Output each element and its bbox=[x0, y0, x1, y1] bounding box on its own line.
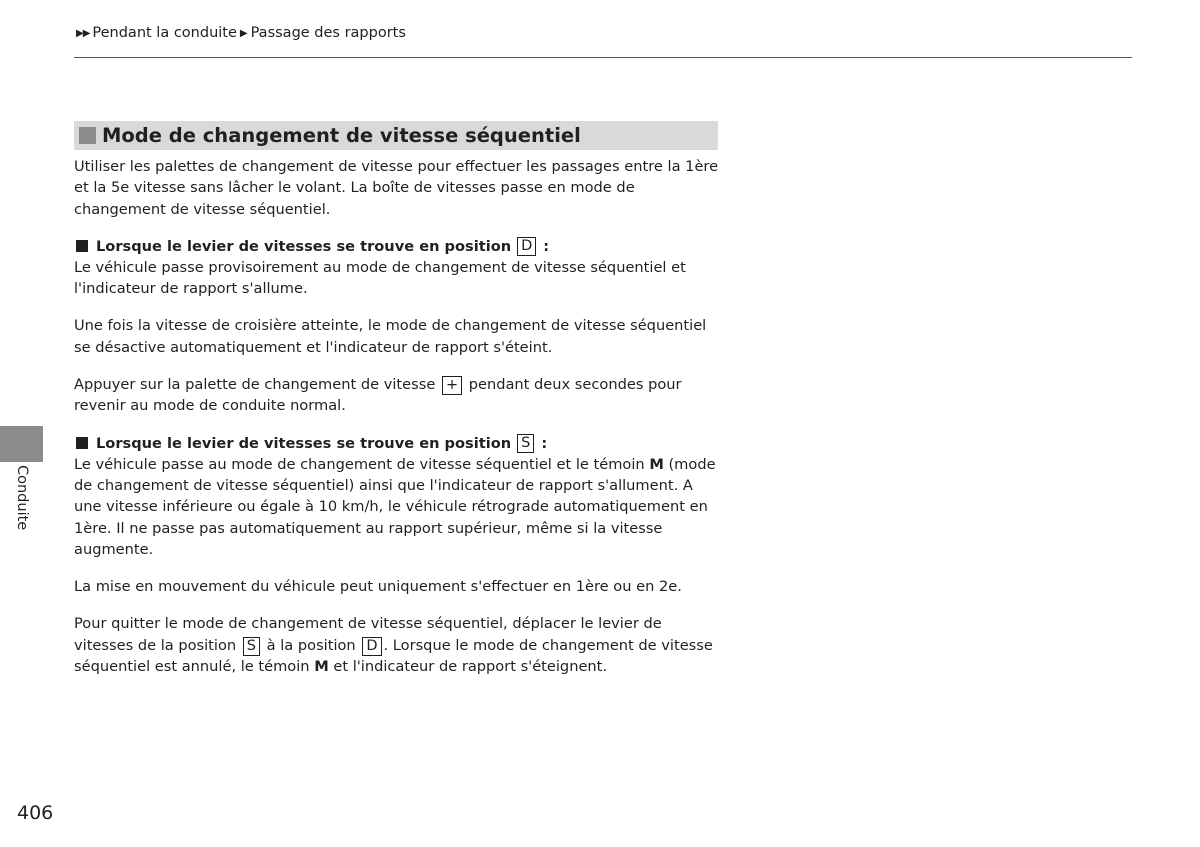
subsection-heading-s bbox=[74, 433, 724, 454]
heading-colon: : bbox=[541, 434, 548, 452]
s-p3-d: et l'indicateur de rapport s'éteignent. bbox=[333, 658, 608, 676]
m-indicator-label-2: M bbox=[314, 658, 329, 676]
subsection-d-paragraph-2: Une fois la vitesse de croisière atteinte, le mode de changement de vitesse séquentiel se désactive automatiquement et l'indicateur de rapport s'éteint. bbox=[74, 317, 707, 356]
black-square-icon bbox=[76, 240, 88, 252]
s-p1-after: (mode de changement de vitesse séquentiel) ainsi que l'indicateur de rapport s'allument. A une vitesse inférieure ou égale à 10 km/h, le véhicule rétrograde automatiquement en 1ère. Il ne passe pas automatiquement au rapport supérieur, même si la vitesse augmente. bbox=[74, 455, 716, 558]
plus-paddle-key: + bbox=[442, 376, 462, 395]
breadcrumb-level2[interactable]: Passage des rapports bbox=[250, 25, 406, 41]
s-p3-a: Pour quitter le mode de changement de vitesse séquentiel, déplacer le levier de vitesses de la position bbox=[74, 615, 662, 654]
subsection-s-paragraph-3 bbox=[74, 613, 724, 677]
s-p3-b: à la position bbox=[266, 636, 356, 654]
subsection-d-paragraph-3 bbox=[74, 374, 724, 417]
breadcrumb-level1[interactable]: Pendant la conduite bbox=[92, 25, 237, 41]
subsection-d-paragraph-1: Le véhicule passe provisoirement au mode de changement de vitesse séquentiel et l'indicateur de rapport s'allume. bbox=[74, 258, 686, 298]
heading-colon: : bbox=[543, 237, 550, 255]
p3-text-after: pendant deux secondes pour revenir au mode de conduite normal. bbox=[74, 376, 682, 415]
black-square-icon bbox=[76, 437, 88, 449]
header-divider bbox=[74, 57, 1132, 58]
position-d-key: D bbox=[517, 237, 536, 256]
p3-text-before: Appuyer sur la palette de changement de vitesse bbox=[74, 376, 436, 394]
main-content bbox=[74, 156, 724, 677]
chapter-tab bbox=[0, 426, 43, 462]
position-d-key-inline: D bbox=[362, 637, 381, 656]
subsection-s-paragraph-1 bbox=[74, 454, 724, 560]
gray-square-icon bbox=[79, 127, 96, 144]
subsection-heading-d-text: Lorsque le levier de vitesses se trouve en position bbox=[96, 237, 512, 255]
m-indicator-label: M bbox=[649, 455, 664, 473]
section-title-bar bbox=[74, 121, 718, 150]
triangle-right-icon: ▶ bbox=[239, 27, 248, 39]
intro-paragraph: Utiliser les palettes de changement de vitesse pour effectuer les passages entre la 1ère et la 5e vitesse sans lâcher le volant. La boîte de vitesses passe en mode de changement de vitesse séquentiel. bbox=[74, 158, 719, 218]
page-number: 406 bbox=[17, 802, 54, 824]
double-triangle-right-icon: ▶▶ bbox=[76, 27, 90, 39]
subsection-s-paragraph-2: La mise en mouvement du véhicule peut uniquement s'effectuer en 1ère ou en 2e. bbox=[74, 578, 682, 596]
s-p3-c: . Lorsque le mode de changement de vitesse séquentiel est annulé, le témoin bbox=[74, 636, 713, 676]
position-s-key-inline: S bbox=[243, 637, 260, 656]
section-title: Mode de changement de vitesse séquentiel bbox=[102, 124, 581, 147]
subsection-heading-d bbox=[74, 236, 724, 257]
breadcrumb bbox=[76, 25, 406, 41]
subsection-heading-s-text: Lorsque le levier de vitesses se trouve en position bbox=[96, 434, 512, 452]
chapter-tab-label: Conduite bbox=[14, 465, 30, 531]
position-s-key: S bbox=[517, 434, 534, 453]
s-p1-before: Le véhicule passe au mode de changement de vitesse séquentiel et le témoin bbox=[74, 455, 645, 473]
